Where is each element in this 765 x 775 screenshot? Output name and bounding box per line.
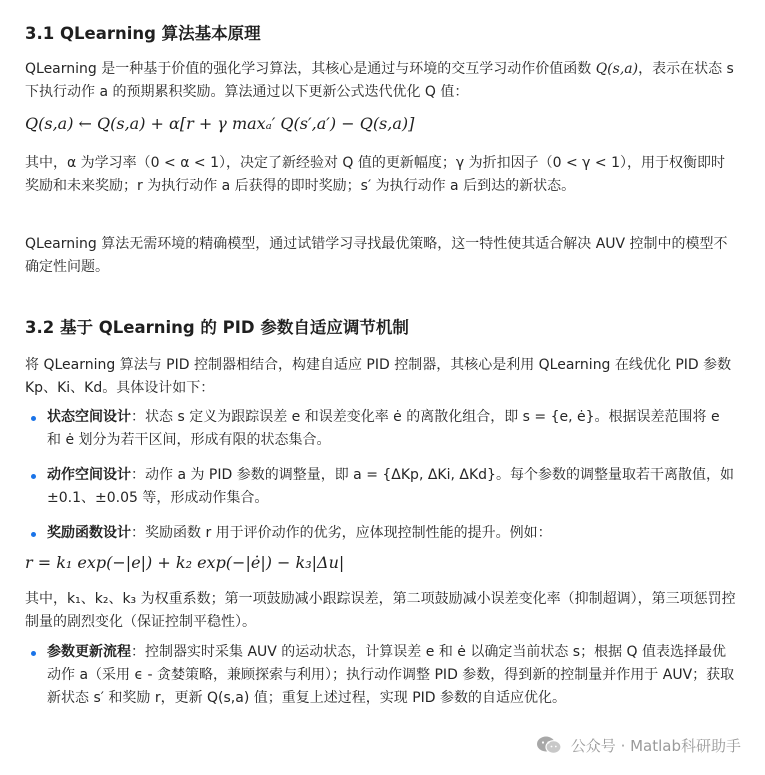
reward-formula: r = k₁ exp(−|e|) + k₂ exp(−|ė|) − k₃|Δu|: [25, 553, 345, 572]
parameter-description: 其中，α 为学习率（0 < α < 1），决定了新经验对 Q 值的更新幅度；γ 为折扣因子（0 < γ < 1），用于权衡即时奖励和未来奖励；r 为执行动作 a 后获得的即时奖励；s′ 为执行动作 a 后到达的新状态。: [25, 155, 725, 194]
weight-description: 其中，k₁、k₂、k₃ 为权重系数；第一项鼓励减小跟踪误差，第二项鼓励减小误差变化率（抑制超调），第三项惩罚控制量的剧烈变化（保证控制平稳性）。: [25, 591, 736, 630]
update-process-text: ：控制器实时采集 AUV 的运动状态，计算误差 e 和 ė 以确定当前状态 s；根据 Q 值表选择最优动作 a（采用 ϵ - 贪婪策略，兼顾探索与利用）；执行动作调整 PID 参数，得到新的控制量并作用于 AUV；获取新状态 s′ 和奖励 r，更新 Q(s,a) 值；重复上述过程，实现 PID 参数的自适应优化。: [47, 644, 735, 706]
reward-function-text: ：奖励函数 r 用于评价动作的优劣，应体现控制性能的提升。例如：: [131, 525, 552, 541]
pid-intro: 将 QLearning 算法与 PID 控制器相结合，构建自适应 PID 控制器，其核心是利用 QLearning 在线优化 PID 参数 Kp、Ki、Kd。具体设计如下：: [25, 357, 732, 396]
bullet-dot: [31, 416, 36, 421]
state-space-title: 状态空间设计: [47, 409, 131, 425]
reward-function-title: 奖励函数设计: [47, 525, 131, 541]
action-space-text: ：动作 a 为 PID 参数的调整量，即 a = {ΔKp, ΔKi, ΔKd}。每个参数的调整量取若干离散值，如 ±0.1、±0.05 等，形成动作集合。: [47, 467, 734, 506]
qlearning-intro-b: ，表示在状态 s 下执行动作 a 的预期累积奖励。算法通过以下更新公式迭代优化 Q 值：: [25, 61, 734, 100]
action-space-item: [47, 464, 737, 510]
q-function-symbol: Q(s,a): [595, 61, 639, 77]
state-space-text: ：状态 s 定义为跟踪误差 e 和误差变化率 ė 的离散化组合，即 s = {e, ė}。根据误差范围将 e 和 ė 划分为若干区间，形成有限的状态集合。: [47, 409, 720, 448]
watermark-text: 公众号 · Matlab科研助手: [570, 736, 741, 755]
bullet-dot: [31, 532, 36, 537]
q-update-formula: Q(s,a) ← Q(s,a) + α[r + γ maxₐ′ Q(s′,a′) − Q(s,a)]: [25, 114, 415, 133]
bullet-dot: [31, 474, 36, 479]
wechat-icon: [535, 735, 563, 755]
qlearning-intro-a: QLearning 是一种基于价值的强化学习算法，其核心是通过与环境的交互学习动作价值函数: [25, 61, 596, 77]
bullet-dot: [31, 651, 36, 656]
update-process-item: [47, 641, 737, 710]
action-space-title: 动作空间设计: [47, 467, 131, 483]
section-3-2-heading: 3.2 基于 QLearning 的 PID 参数自适应调节机制: [25, 318, 409, 337]
watermark: [535, 732, 741, 758]
reward-function-item: [47, 522, 737, 545]
qlearning-advantage: QLearning 算法无需环境的精确模型，通过试错学习寻找最优策略，这一特性使其适合解决 AUV 控制中的模型不确定性问题。: [25, 236, 728, 275]
update-process-title: 参数更新流程: [47, 644, 131, 660]
qlearning-intro: [25, 58, 737, 104]
state-space-item: [47, 406, 737, 452]
section-3-1-heading: 3.1 QLearning 算法基本原理: [25, 24, 261, 43]
